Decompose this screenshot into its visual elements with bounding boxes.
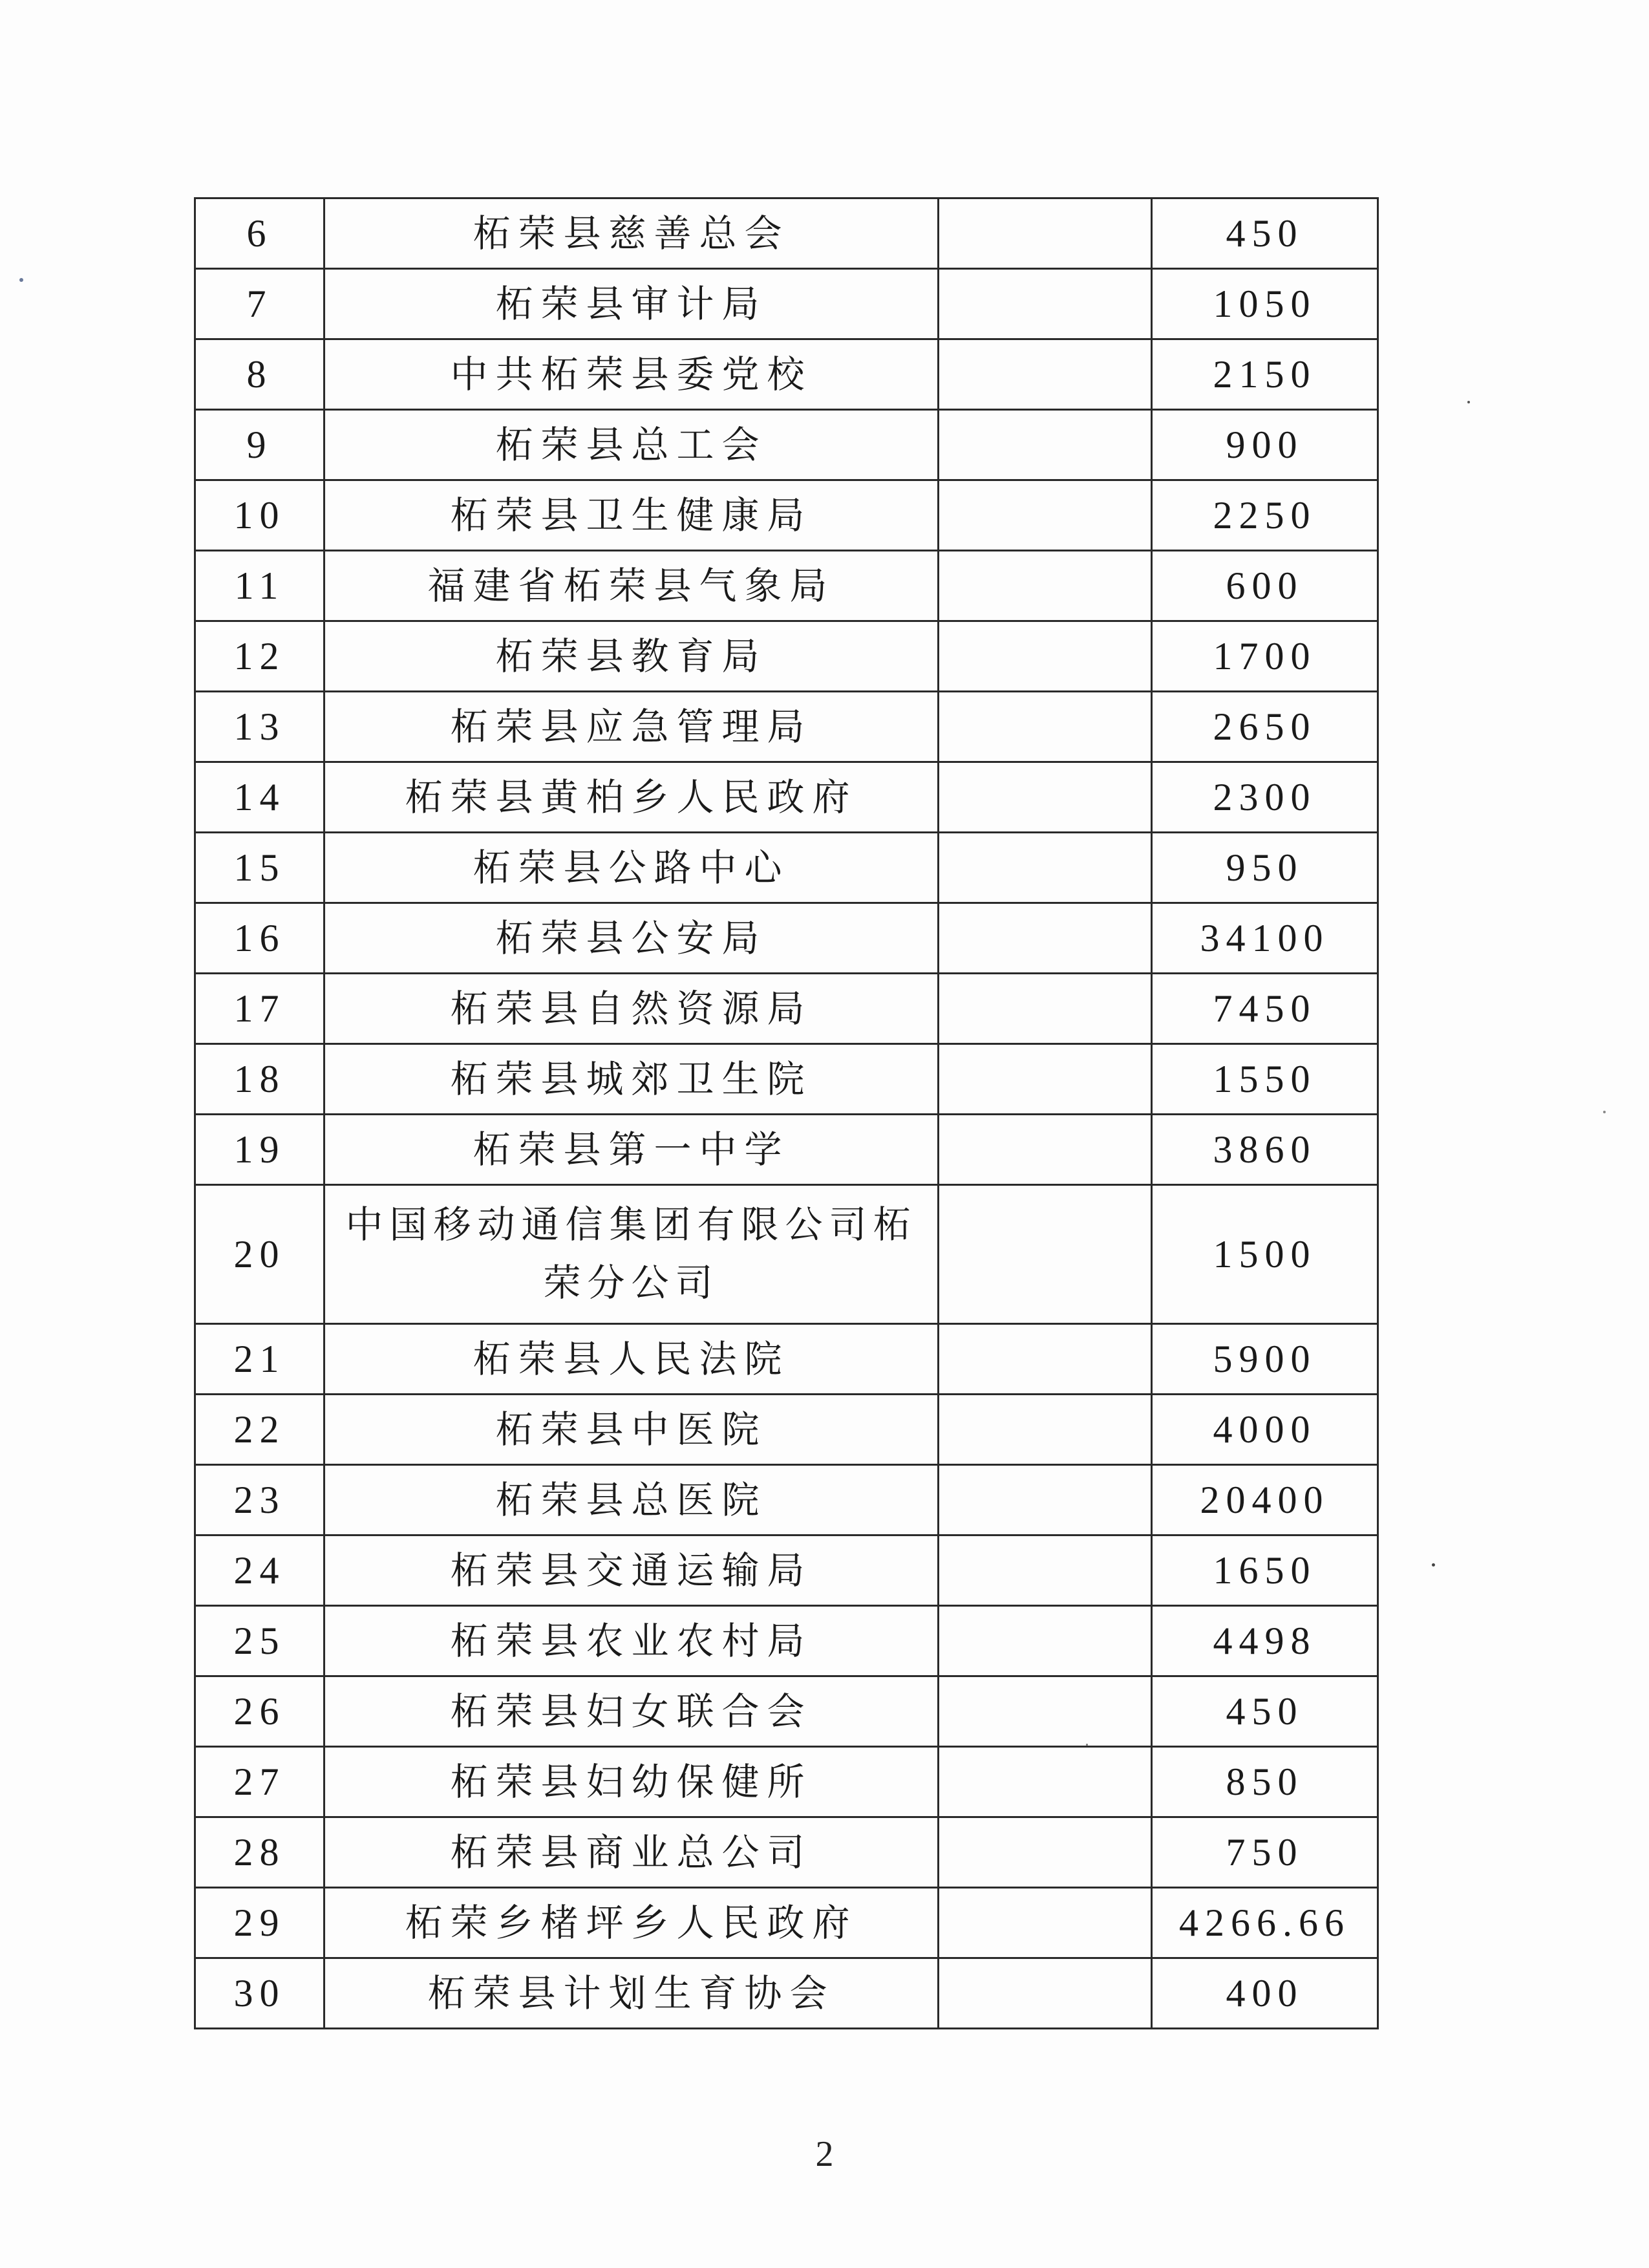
blank-cell [939, 1676, 1152, 1747]
amount-cell: 4000 [1152, 1395, 1378, 1465]
amount-cell: 450 [1152, 1676, 1378, 1747]
amount-cell: 400 [1152, 1958, 1378, 2029]
table-row [195, 1958, 1378, 2029]
unit-name-cell: 柘荣县公安局 [324, 903, 939, 974]
row-number-cell: 16 [195, 903, 324, 974]
row-number-cell: 27 [195, 1747, 324, 1817]
row-number-cell: 10 [195, 480, 324, 551]
blank-cell [939, 1044, 1152, 1115]
unit-name-cell: 柘荣县商业总公司 [324, 1817, 939, 1888]
table-row [195, 621, 1378, 692]
amount-cell: 600 [1152, 551, 1378, 621]
blank-cell [939, 1747, 1152, 1817]
table-row [195, 1535, 1378, 1606]
amount-cell: 4498 [1152, 1606, 1378, 1676]
table-row [195, 692, 1378, 762]
table-row [195, 551, 1378, 621]
blank-cell [939, 1535, 1152, 1606]
amount-cell: 2150 [1152, 339, 1378, 410]
amount-cell: 1050 [1152, 269, 1378, 339]
unit-name-cell: 柘荣县黄柏乡人民政府 [324, 762, 939, 833]
table-row [195, 339, 1378, 410]
unit-name-cell: 柘荣县总医院 [324, 1465, 939, 1535]
blank-cell [939, 1817, 1152, 1888]
unit-name-cell: 中国移动通信集团有限公司柘荣分公司 [324, 1185, 939, 1324]
blank-cell [939, 1185, 1152, 1324]
unit-name-cell: 柘荣县总工会 [324, 410, 939, 480]
table-row [195, 1465, 1378, 1535]
blank-cell [939, 480, 1152, 551]
table-row [195, 1044, 1378, 1115]
table-row [195, 1817, 1378, 1888]
row-number-cell: 8 [195, 339, 324, 410]
row-number-cell: 25 [195, 1606, 324, 1676]
row-number-cell: 23 [195, 1465, 324, 1535]
table-row [195, 1747, 1378, 1817]
blank-cell [939, 692, 1152, 762]
unit-name-cell: 柘荣县审计局 [324, 269, 939, 339]
scan-speck [1603, 1111, 1606, 1113]
amount-cell: 1700 [1152, 621, 1378, 692]
table-row [195, 1888, 1378, 1958]
table-row [195, 762, 1378, 833]
amount-cell: 3860 [1152, 1115, 1378, 1185]
amount-cell: 7450 [1152, 974, 1378, 1044]
amount-cell: 1550 [1152, 1044, 1378, 1115]
blank-cell [939, 339, 1152, 410]
blank-cell [939, 551, 1152, 621]
row-number-cell: 7 [195, 269, 324, 339]
table-row [195, 480, 1378, 551]
amount-cell: 1500 [1152, 1185, 1378, 1324]
row-number-cell: 21 [195, 1324, 324, 1395]
row-number-cell: 30 [195, 1958, 324, 2029]
amount-cell: 900 [1152, 410, 1378, 480]
amount-cell: 34100 [1152, 903, 1378, 974]
table-row [195, 269, 1378, 339]
unit-name-cell: 柘荣县公路中心 [324, 833, 939, 903]
amount-cell: 750 [1152, 1817, 1378, 1888]
row-number-cell: 26 [195, 1676, 324, 1747]
blank-cell [939, 762, 1152, 833]
row-number-cell: 29 [195, 1888, 324, 1958]
amount-cell: 2300 [1152, 762, 1378, 833]
unit-name-cell: 柘荣县慈善总会 [324, 198, 939, 269]
unit-name-cell: 福建省柘荣县气象局 [324, 551, 939, 621]
table-row [195, 974, 1378, 1044]
unit-name-cell: 柘荣县计划生育协会 [324, 1958, 939, 2029]
table-row [195, 1115, 1378, 1185]
amount-cell: 850 [1152, 1747, 1378, 1817]
donation-table [194, 197, 1379, 2029]
row-number-cell: 22 [195, 1395, 324, 1465]
amount-cell: 950 [1152, 833, 1378, 903]
unit-name-cell: 柘荣县农业农村局 [324, 1606, 939, 1676]
blank-cell [939, 1465, 1152, 1535]
blank-cell [939, 1888, 1152, 1958]
blank-cell [939, 269, 1152, 339]
unit-name-cell: 中共柘荣县委党校 [324, 339, 939, 410]
unit-name-cell: 柘荣县自然资源局 [324, 974, 939, 1044]
table-row [195, 410, 1378, 480]
unit-name-cell: 柘荣县妇女联合会 [324, 1676, 939, 1747]
unit-name-cell: 柘荣县应急管理局 [324, 692, 939, 762]
row-number-cell: 17 [195, 974, 324, 1044]
unit-name-cell: 柘荣县中医院 [324, 1395, 939, 1465]
unit-name-cell: 柘荣县人民法院 [324, 1324, 939, 1395]
scan-speck [19, 278, 23, 282]
row-number-cell: 12 [195, 621, 324, 692]
amount-cell: 5900 [1152, 1324, 1378, 1395]
blank-cell [939, 621, 1152, 692]
scan-speck [1467, 401, 1470, 403]
unit-name-cell: 柘荣县妇幼保健所 [324, 1747, 939, 1817]
table-row [195, 1606, 1378, 1676]
table-row [195, 198, 1378, 269]
row-number-cell: 13 [195, 692, 324, 762]
blank-cell [939, 1324, 1152, 1395]
table-row [195, 1324, 1378, 1395]
amount-cell: 4266.66 [1152, 1888, 1378, 1958]
row-number-cell: 14 [195, 762, 324, 833]
amount-cell: 2650 [1152, 692, 1378, 762]
row-number-cell: 20 [195, 1185, 324, 1324]
amount-cell: 20400 [1152, 1465, 1378, 1535]
row-number-cell: 18 [195, 1044, 324, 1115]
table-row [195, 903, 1378, 974]
scan-speck [1432, 1563, 1435, 1567]
unit-name-cell: 柘荣县城郊卫生院 [324, 1044, 939, 1115]
blank-cell [939, 1958, 1152, 2029]
amount-cell: 450 [1152, 198, 1378, 269]
amount-cell: 1650 [1152, 1535, 1378, 1606]
row-number-cell: 6 [195, 198, 324, 269]
unit-name-cell: 柘荣县卫生健康局 [324, 480, 939, 551]
blank-cell [939, 410, 1152, 480]
row-number-cell: 24 [195, 1535, 324, 1606]
amount-cell: 2250 [1152, 480, 1378, 551]
unit-name-cell: 柘荣县教育局 [324, 621, 939, 692]
table-body [195, 198, 1378, 2029]
table-row [195, 1676, 1378, 1747]
row-number-cell: 15 [195, 833, 324, 903]
table-row [195, 1185, 1378, 1324]
row-number-cell: 28 [195, 1817, 324, 1888]
row-number-cell: 19 [195, 1115, 324, 1185]
blank-cell [939, 1115, 1152, 1185]
table-row [195, 833, 1378, 903]
blank-cell [939, 1395, 1152, 1465]
unit-name-cell: 柘荣县交通运输局 [324, 1535, 939, 1606]
unit-name-cell: 柘荣县第一中学 [324, 1115, 939, 1185]
blank-cell [939, 833, 1152, 903]
table-row [195, 1395, 1378, 1465]
row-number-cell: 9 [195, 410, 324, 480]
scan-speck [1086, 1744, 1088, 1746]
blank-cell [939, 903, 1152, 974]
unit-name-cell: 柘荣乡楮坪乡人民政府 [324, 1888, 939, 1958]
blank-cell [939, 974, 1152, 1044]
blank-cell [939, 198, 1152, 269]
blank-cell [939, 1606, 1152, 1676]
page-number: 2 [815, 2134, 834, 2174]
row-number-cell: 11 [195, 551, 324, 621]
